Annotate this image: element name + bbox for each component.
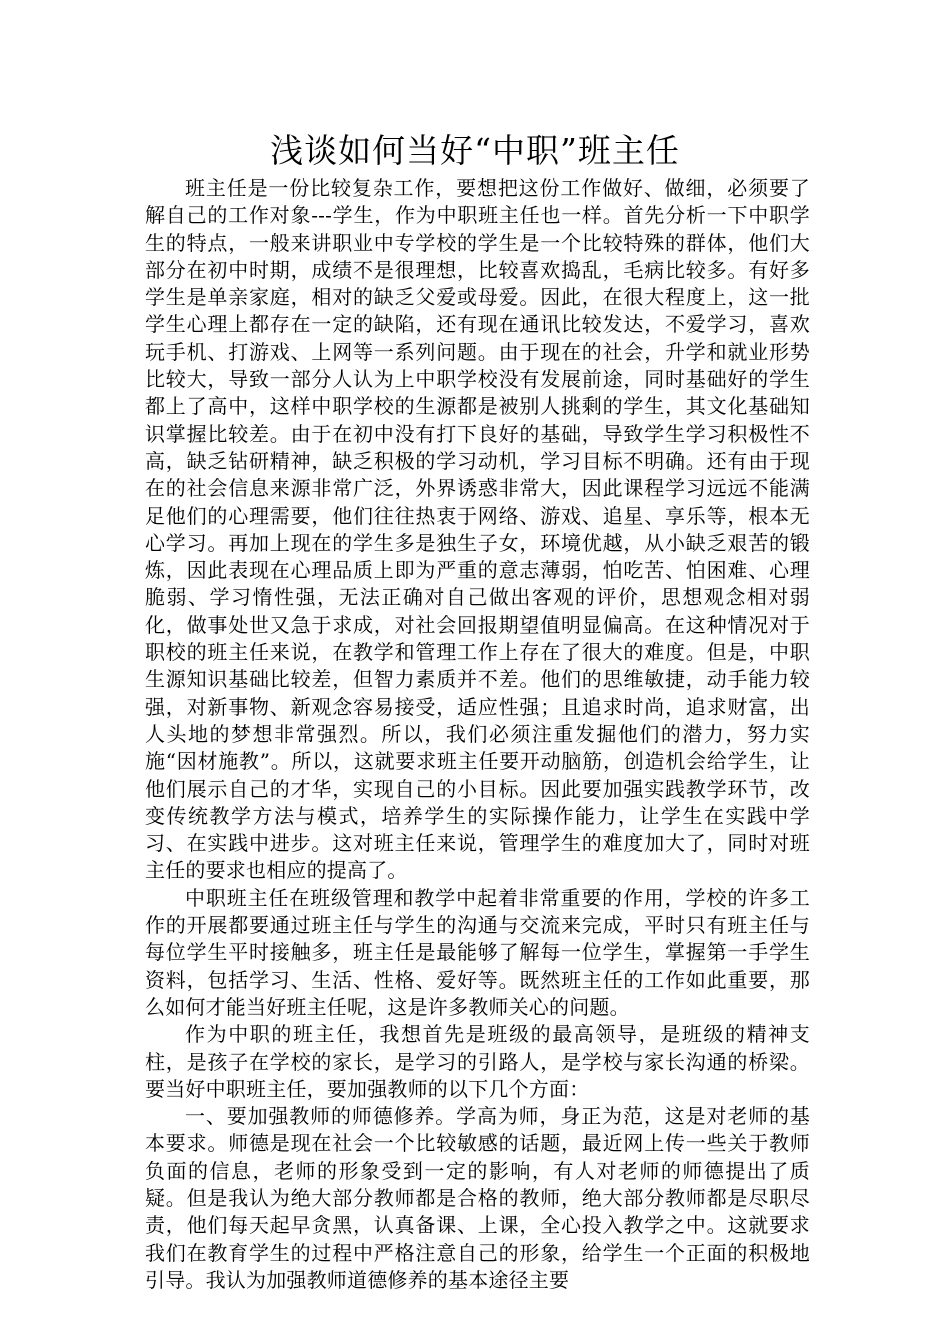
paragraph-4: 一、要加强教师的师德修养。学高为师，身正为范，这是对老师的基本要求。师德是现在社会一个比较敏感的话题，最近网上传一些关于教师负面的信息，老师的形象受到一定的影响，有人对老师的师德提出了质疑。但是我认为绝大部分教师都是合格的教师，绝大部分教师都是尽职尽责，他们每天起早贪黑，认真备课、上课，全心投入教学之中。这就要求我们在教育学生的过程中严格注意自己的形象，给学生一个正面的积极地引导。我认为加强教师道德修养的基本途径主要 xyxy=(145,1104,810,1292)
paragraph-1: 班主任是一份比较复杂工作，要想把这份工作做好、做细，必须要了解自己的工作对象---学生，作为中职班主任也一样。首先分析一下中职学生的特点，一般来讲职业中专学校的学生是一个比较特殊的群体，他们大部分在初中时期，成绩不是很理想，比较喜欢捣乱，毛病比较多。有好多学生是单亲家庭，相对的缺乏父爱或母爱。因此，在很大程度上，这一批学生心理上都存在一定的缺陷，还有现在通讯比较发达，不爱学习，喜欢玩手机、打游戏、上网等一系列问题。由于现在的社会，升学和就业形势比较大，导致一部分人认为上中职学校没有发展前途，同时基础好的学生都上了高中，这样中职学校的生源都是被别人挑剩的学生，其文化基础知识掌握比较差。由于在初中没有打下良好的基础，导致学生学习积极性不高，缺乏钻研精神，缺乏积极的学习动机，学习目标不明确。还有由于现在的社会信息来源非常广泛，外界诱惑非常大，因此课程学习远远不能满足他们的心理需要，他们往往热衷于网络、游戏、追星、享乐等，根本无心学习。再加上现在的学生多是独生子女，环境优越，从小缺乏艰苦的锻炼，因此表现在心理品质上即为严重的意志薄弱，怕吃苦、怕困难、心理脆弱、学习惰性强，无法正确对自己做出客观的评价，思想观念相对弱化，做事处世又急于求成，对社会回报期望值明显偏高。在这种情况对于职校的班主任来说，在教学和管理工作上存在了很大的难度。但是，中职生源知识基础比较差，但智力素质并不差。他们的思维敏捷，动手能力较强，对新事物、新观念容易接受，适应性强；且追求时尚，追求财富，出人头地的梦想非常强烈。所以，我们必须注重发掘他们的潜力，努力实施“因材施教”。所以，这就要求班主任要开动脑筋，创造机会给学生，让他们展示自己的才华，实现自己的小目标。因此要加强实践教学环节，改变传统教学方法与模式，培养学生的实际操作能力，让学生在实践中学习、在实践中进步。这对班主任来说，管理学生的难度加大了，同时对班主任的要求也相应的提高了。 xyxy=(145,176,810,883)
document-title: 浅谈如何当好“中职”班主任 xyxy=(270,131,680,170)
document-body xyxy=(145,175,810,1294)
paragraph-3: 作为中职的班主任，我想首先是班级的最高领导，是班级的精神支柱，是孩子在学校的家长，是学习的引路人，是学校与家长沟通的桥梁。要当好中职班主任，要加强教师的以下几个方面： xyxy=(145,1022,810,1101)
paragraph-2: 中职班主任在班级管理和教学中起着非常重要的作用，学校的许多工作的开展都要通过班主任与学生的沟通与交流来完成，平时只有班主任与每位学生平时接触多，班主任是最能够了解每一位学生，掌握第一手学生资料，包括学习、生活、性格、爱好等。既然班主任的工作如此重要，那么如何才能当好班主任呢，这是许多教师关心的问题。 xyxy=(145,885,810,1019)
